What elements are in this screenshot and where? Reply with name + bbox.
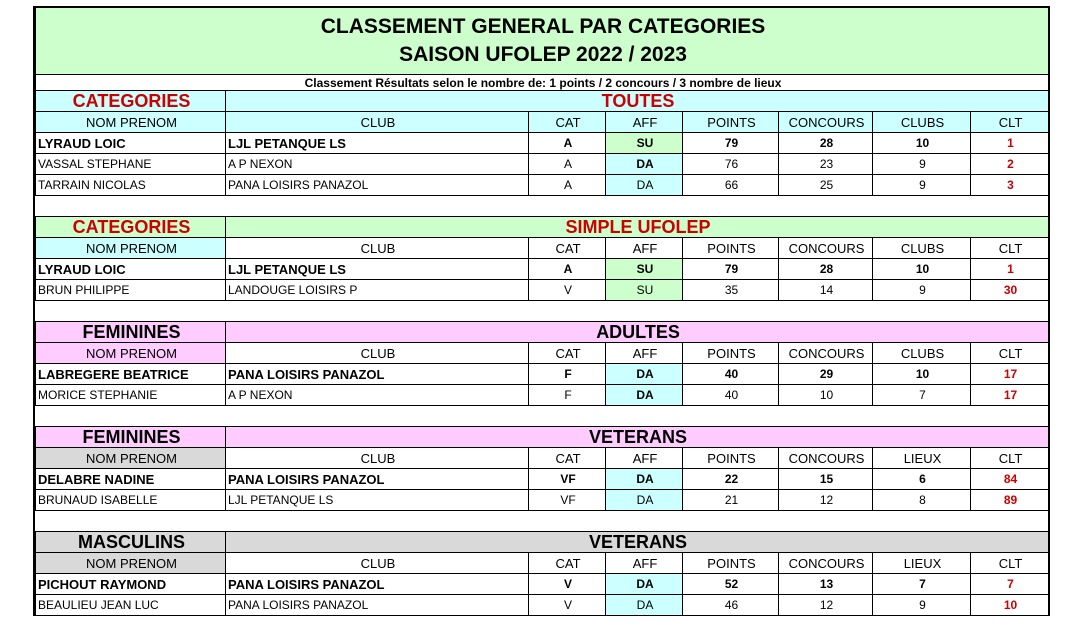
player-points: 22 xyxy=(683,469,779,490)
section-header xyxy=(36,91,1049,112)
player-points: 21 xyxy=(683,490,779,511)
player-rank: 89 xyxy=(971,490,1049,511)
ranking-criteria: Classement Résultats selon le nombre de: 1 points / 2 concours / 3 nombre de lieux xyxy=(36,75,1049,91)
ranking-sheet xyxy=(33,6,1050,616)
player-cat: A xyxy=(529,175,606,196)
player-club: LJL PETANQUE LS xyxy=(226,259,529,280)
player-club: PANA LOISIRS PANAZOL xyxy=(226,574,529,595)
table-row xyxy=(36,259,1049,280)
player-lieux: 8 xyxy=(873,490,971,511)
player-concours: 12 xyxy=(779,595,873,616)
title-line-2: SAISON UFOLEP 2022 / 2023 xyxy=(399,43,687,66)
player-cat: A xyxy=(529,259,606,280)
player-concours: 12 xyxy=(779,490,873,511)
player-lieux: 10 xyxy=(873,133,971,154)
table-row xyxy=(36,175,1049,196)
player-lieux: 10 xyxy=(873,259,971,280)
col-concours: CONCOURS xyxy=(779,553,873,574)
player-rank: 2 xyxy=(971,154,1049,175)
player-aff: DA xyxy=(606,154,683,175)
col-clt: CLT xyxy=(971,343,1049,364)
section-header xyxy=(36,322,1049,343)
column-header-row xyxy=(36,448,1049,469)
section-left-label: FEMININES xyxy=(36,427,226,448)
player-cat: A xyxy=(529,154,606,175)
player-aff: DA xyxy=(606,175,683,196)
col-name: NOM PRENOM xyxy=(36,238,226,259)
col-points: POINTS xyxy=(683,553,779,574)
player-name: TARRAIN NICOLAS xyxy=(36,175,226,196)
player-aff: DA xyxy=(606,385,683,406)
table-row xyxy=(36,385,1049,406)
player-name: BRUN PHILIPPE xyxy=(36,280,226,301)
player-lieux: 6 xyxy=(873,469,971,490)
table-row xyxy=(36,490,1049,511)
col-concours: CONCOURS xyxy=(779,112,873,133)
player-points: 76 xyxy=(683,154,779,175)
col-clt: CLT xyxy=(971,553,1049,574)
col-aff: AFF xyxy=(606,238,683,259)
col-name: NOM PRENOM xyxy=(36,343,226,364)
player-lieux: 7 xyxy=(873,574,971,595)
player-lieux: 10 xyxy=(873,364,971,385)
player-name: LYRAUD LOIC xyxy=(36,259,226,280)
player-concours: 10 xyxy=(779,385,873,406)
player-name: BEAULIEU JEAN LUC xyxy=(36,595,226,616)
section-header xyxy=(36,532,1049,553)
title-line-1: CLASSEMENT GENERAL PAR CATEGORIES xyxy=(320,15,766,38)
col-cat: CAT xyxy=(529,112,606,133)
col-clubs: CLUBS xyxy=(873,112,971,133)
player-concours: 15 xyxy=(779,469,873,490)
player-rank: 84 xyxy=(971,469,1049,490)
sheet-title xyxy=(36,7,1049,75)
player-rank: 17 xyxy=(971,385,1049,406)
column-header-row xyxy=(36,238,1049,259)
player-points: 46 xyxy=(683,595,779,616)
col-cat: CAT xyxy=(529,553,606,574)
col-clubs: CLUBS xyxy=(873,343,971,364)
player-points: 79 xyxy=(683,133,779,154)
player-club: PANA LOISIRS PANAZOL xyxy=(226,469,529,490)
player-points: 35 xyxy=(683,280,779,301)
player-aff: DA xyxy=(606,364,683,385)
player-name: MORICE STEPHANIE xyxy=(36,385,226,406)
col-club: CLUB xyxy=(226,553,529,574)
player-name: VASSAL STEPHANE xyxy=(36,154,226,175)
player-aff: SU xyxy=(606,259,683,280)
col-name: NOM PRENOM xyxy=(36,553,226,574)
player-club: PANA LOISIRS PANAZOL xyxy=(226,595,529,616)
player-name: DELABRE NADINE xyxy=(36,469,226,490)
col-concours: CONCOURS xyxy=(779,448,873,469)
col-club: CLUB xyxy=(226,238,529,259)
section-spacer xyxy=(36,511,1049,532)
player-aff: SU xyxy=(606,280,683,301)
section-right-label: ADULTES xyxy=(226,322,1049,343)
section-right-label: VETERANS xyxy=(226,427,1049,448)
col-clt: CLT xyxy=(971,448,1049,469)
player-points: 52 xyxy=(683,574,779,595)
table-row xyxy=(36,154,1049,175)
col-club: CLUB xyxy=(226,343,529,364)
player-concours: 14 xyxy=(779,280,873,301)
player-club: PANA LOISIRS PANAZOL xyxy=(226,364,529,385)
player-cat: VF xyxy=(529,490,606,511)
col-points: POINTS xyxy=(683,343,779,364)
player-points: 66 xyxy=(683,175,779,196)
col-cat: CAT xyxy=(529,343,606,364)
player-points: 79 xyxy=(683,259,779,280)
player-lieux: 9 xyxy=(873,175,971,196)
player-rank: 1 xyxy=(971,133,1049,154)
col-cat: CAT xyxy=(529,238,606,259)
col-name: NOM PRENOM xyxy=(36,448,226,469)
player-aff: DA xyxy=(606,574,683,595)
col-name: NOM PRENOM xyxy=(36,112,226,133)
player-club: LANDOUGE LOISIRS P xyxy=(226,280,529,301)
col-club: CLUB xyxy=(226,448,529,469)
player-aff: DA xyxy=(606,595,683,616)
player-rank: 30 xyxy=(971,280,1049,301)
player-cat: V xyxy=(529,280,606,301)
player-cat: V xyxy=(529,595,606,616)
column-header-row xyxy=(36,112,1049,133)
player-cat: F xyxy=(529,385,606,406)
col-points: POINTS xyxy=(683,112,779,133)
col-aff: AFF xyxy=(606,448,683,469)
section-left-label: CATEGORIES xyxy=(36,91,226,112)
table-row xyxy=(36,574,1049,595)
col-clubs: CLUBS xyxy=(873,238,971,259)
col-lieux: LIEUX xyxy=(873,448,971,469)
player-cat: A xyxy=(529,133,606,154)
section-spacer xyxy=(36,301,1049,322)
col-clt: CLT xyxy=(971,112,1049,133)
ranking-table xyxy=(35,6,1049,616)
col-concours: CONCOURS xyxy=(779,238,873,259)
player-cat: VF xyxy=(529,469,606,490)
player-cat: F xyxy=(529,364,606,385)
column-header-row xyxy=(36,343,1049,364)
col-aff: AFF xyxy=(606,553,683,574)
col-aff: AFF xyxy=(606,343,683,364)
section-spacer xyxy=(36,406,1049,427)
player-concours: 28 xyxy=(779,259,873,280)
player-aff: DA xyxy=(606,490,683,511)
col-points: POINTS xyxy=(683,448,779,469)
player-name: PICHOUT RAYMOND xyxy=(36,574,226,595)
section-right-label: VETERANS xyxy=(226,532,1049,553)
player-concours: 23 xyxy=(779,154,873,175)
player-club: LJL PETANQUE LS xyxy=(226,133,529,154)
col-club: CLUB xyxy=(226,112,529,133)
player-concours: 25 xyxy=(779,175,873,196)
section-spacer xyxy=(36,196,1049,217)
player-points: 40 xyxy=(683,385,779,406)
section-right-label: TOUTES xyxy=(226,91,1049,112)
player-aff: SU xyxy=(606,133,683,154)
player-club: A P NEXON xyxy=(226,385,529,406)
player-lieux: 7 xyxy=(873,385,971,406)
col-cat: CAT xyxy=(529,448,606,469)
player-name: LABREGERE BEATRICE xyxy=(36,364,226,385)
col-aff: AFF xyxy=(606,112,683,133)
player-concours: 13 xyxy=(779,574,873,595)
player-lieux: 9 xyxy=(873,595,971,616)
player-rank: 1 xyxy=(971,259,1049,280)
section-header xyxy=(36,217,1049,238)
col-lieux: LIEUX xyxy=(873,553,971,574)
table-row xyxy=(36,280,1049,301)
table-row xyxy=(36,595,1049,616)
table-row xyxy=(36,133,1049,154)
player-club: LJL PETANQUE LS xyxy=(226,490,529,511)
section-header xyxy=(36,427,1049,448)
player-cat: V xyxy=(529,574,606,595)
player-name: LYRAUD LOIC xyxy=(36,133,226,154)
player-concours: 29 xyxy=(779,364,873,385)
player-rank: 10 xyxy=(971,595,1049,616)
col-points: POINTS xyxy=(683,238,779,259)
player-rank: 3 xyxy=(971,175,1049,196)
section-left-label: MASCULINS xyxy=(36,532,226,553)
player-aff: DA xyxy=(606,469,683,490)
section-right-label: SIMPLE UFOLEP xyxy=(226,217,1049,238)
col-clt: CLT xyxy=(971,238,1049,259)
player-lieux: 9 xyxy=(873,280,971,301)
player-points: 40 xyxy=(683,364,779,385)
section-left-label: FEMININES xyxy=(36,322,226,343)
player-lieux: 9 xyxy=(873,154,971,175)
table-row xyxy=(36,364,1049,385)
player-name: BRUNAUD ISABELLE xyxy=(36,490,226,511)
section-left-label: CATEGORIES xyxy=(36,217,226,238)
player-concours: 28 xyxy=(779,133,873,154)
table-row xyxy=(36,469,1049,490)
player-club: A P NEXON xyxy=(226,154,529,175)
col-concours: CONCOURS xyxy=(779,343,873,364)
column-header-row xyxy=(36,553,1049,574)
player-rank: 7 xyxy=(971,574,1049,595)
player-club: PANA LOISIRS PANAZOL xyxy=(226,175,529,196)
player-rank: 17 xyxy=(971,364,1049,385)
